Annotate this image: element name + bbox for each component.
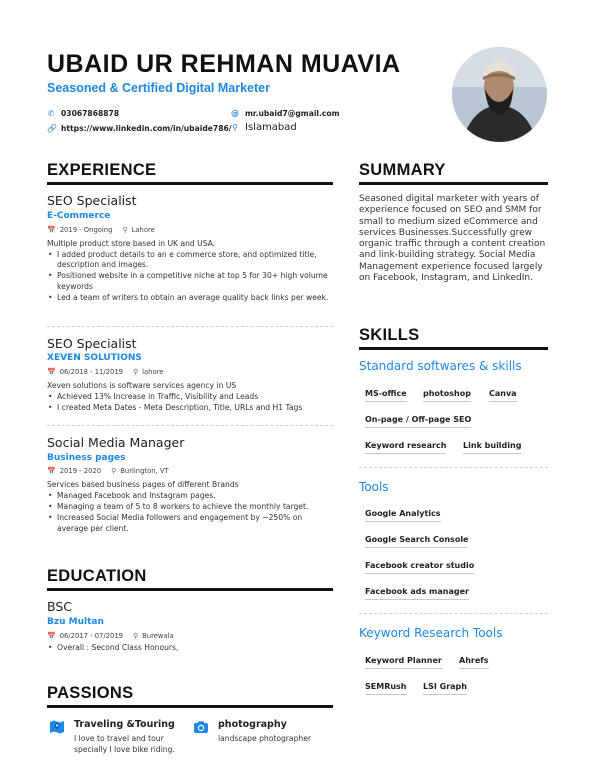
job-3-company: Business pages (47, 453, 126, 463)
list-item: • Managing a team of 5 to 8 workers to achieve the monthly target. (47, 502, 332, 512)
phone-icon: ✆ (47, 109, 55, 118)
skills-rule (359, 347, 548, 350)
linkedin-contact[interactable] (47, 124, 232, 133)
passion-2-title: photography (218, 719, 287, 730)
skill-tag: Ahrefs (459, 656, 489, 669)
location-pin-icon: ⚲ (132, 632, 139, 640)
location-pin-icon: ⚲ (111, 467, 117, 475)
skills-group-1-title: Standard softwares & skills (359, 359, 522, 373)
job-3-bullets (47, 491, 332, 535)
job-3-location: Burlington, VT (120, 467, 169, 475)
education-dates: 06/2017 - 07/2019 (59, 632, 123, 640)
skill-tag: Keyword Planner (365, 656, 442, 669)
email-contact[interactable] (231, 109, 340, 118)
experience-heading: EXPERIENCE (47, 161, 157, 179)
skill-tag: Google Analytics (365, 509, 441, 522)
calendar-icon: 📅 (47, 467, 56, 475)
camera-icon (193, 719, 209, 735)
skill-tag: photoshop (423, 389, 471, 402)
summary-rule (359, 182, 548, 185)
linkedin-text: https://www.linkedin.com/in/ubaide786/ (61, 124, 232, 133)
skill-tag: Keyword research (365, 441, 446, 454)
divider (47, 326, 333, 327)
divider (47, 425, 333, 426)
job-1-meta (47, 226, 155, 234)
skills-group-3-title: Keyword Research Tools (359, 626, 503, 640)
list-item: • Led a team of writers to obtain an average quality back links per week. (47, 293, 332, 303)
passion-2-description: landscape photographer (218, 734, 312, 743)
link-icon: 🔗 (47, 124, 57, 133)
education-location: Burewala (142, 632, 174, 640)
skill-tag: LSI Graph (423, 682, 467, 695)
list-item: • Achieved 13% Increase in Traffic, Visibility and Leads (47, 392, 332, 402)
job-2-meta (47, 368, 163, 376)
job-1-company: E-Commerce (47, 211, 111, 221)
location-contact (231, 122, 297, 133)
calendar-icon: 📅 (47, 632, 56, 640)
skill-tag: SEMRush (365, 682, 407, 695)
candidate-tagline: Seasoned & Certified Digital Marketer (47, 81, 270, 95)
skill-tag: Link building (463, 441, 521, 454)
education-heading: EDUCATION (47, 567, 147, 585)
job-3-title: Social Media Manager (47, 435, 185, 450)
summary-text: Seasoned digital marketer with years of experience focused on SEO and SMM for small to medium sized eCommerce and services Businesses.Successfully grew organic traffic through a content creation and link-building strategy. Social Media Management experience focused largely on Facebook, Instagram, and LinkedIn. (359, 194, 546, 284)
map-icon (49, 719, 65, 735)
passion-1-description: I love to travel and tour specially I love bike riding. (74, 734, 175, 754)
job-1-title: SEO Specialist (47, 193, 137, 208)
list-item: • Overall : Second Class Honours, (47, 643, 332, 653)
profile-photo-image (452, 47, 547, 142)
skill-tag: Canva (489, 389, 517, 402)
education-meta (47, 632, 174, 640)
job-3-dates: 2019 - 2020 (59, 467, 102, 475)
phone-text: 03067868878 (61, 109, 120, 118)
experience-rule (47, 182, 333, 185)
passion-1-title: Traveling &Touring (74, 719, 175, 730)
education-degree: BSC (47, 599, 73, 614)
education-school: Bzu Multan (47, 617, 104, 627)
job-3-description: Services based business pages of different Brands (47, 480, 239, 489)
email-text: mr.ubaid7@gmail.com (245, 109, 340, 118)
location-pin-icon: ⚲ (232, 123, 238, 132)
skill-tag: MS-office (365, 389, 407, 402)
job-2-location: lahore (142, 368, 164, 376)
phone-contact[interactable] (47, 109, 119, 118)
job-2-description: Xeven solutions is software services agency in US (47, 381, 237, 390)
skill-tag: Facebook ads manager (365, 587, 469, 600)
job-1-dates: 2019 - Ongoing (59, 226, 113, 234)
job-2-bullets (47, 392, 332, 414)
profile-photo (452, 47, 547, 142)
job-3-meta (47, 467, 169, 475)
divider (359, 613, 548, 614)
job-1-location: Lahore (131, 226, 155, 234)
calendar-icon: 📅 (47, 226, 56, 234)
list-item: • Increased Social Media followers and engagement by ~250% on average per client. (47, 513, 332, 533)
skill-tag: On-page / Off-page SEO (365, 415, 471, 428)
skills-group-2-title: Tools (359, 480, 389, 494)
list-item: • Positioned website in a competitive niche at top 5 for 30+ high volume keywords (47, 271, 332, 291)
divider (359, 467, 548, 468)
location-text: Islamabad (245, 122, 297, 133)
skill-tag: Facebook creator studio (365, 561, 474, 574)
job-2-dates: 06/2018 - 11/2019 (59, 368, 123, 376)
at-icon: @ (231, 109, 239, 118)
education-bullets (47, 643, 332, 654)
summary-heading: SUMMARY (359, 161, 446, 179)
job-1-bullets (47, 250, 332, 304)
passions-heading: PASSIONS (47, 684, 134, 702)
job-2-title: SEO Specialist (47, 336, 137, 351)
job-2-company: XEVEN SOLUTIONS (47, 353, 142, 363)
calendar-icon: 📅 (47, 368, 56, 376)
education-rule (47, 588, 333, 591)
candidate-name: UBAID UR REHMAN MUAVIA (47, 50, 401, 78)
job-1-description: Multiple product store based in UK and USA. (47, 239, 216, 248)
location-pin-icon: ⚲ (132, 368, 139, 376)
passions-rule (47, 705, 333, 708)
list-item: • I added product details to an e commerce store, and optimized title, description and images. (47, 250, 332, 270)
skill-tag: Google Search Console (365, 535, 468, 548)
list-item: • I created Meta Dates - Meta Description, Title, URLs and H1 Tags (47, 403, 332, 413)
list-item: • Managed Facebook and Instagram pages. (47, 491, 332, 501)
skills-heading: SKILLS (359, 326, 420, 344)
location-pin-icon: ⚲ (122, 226, 128, 234)
